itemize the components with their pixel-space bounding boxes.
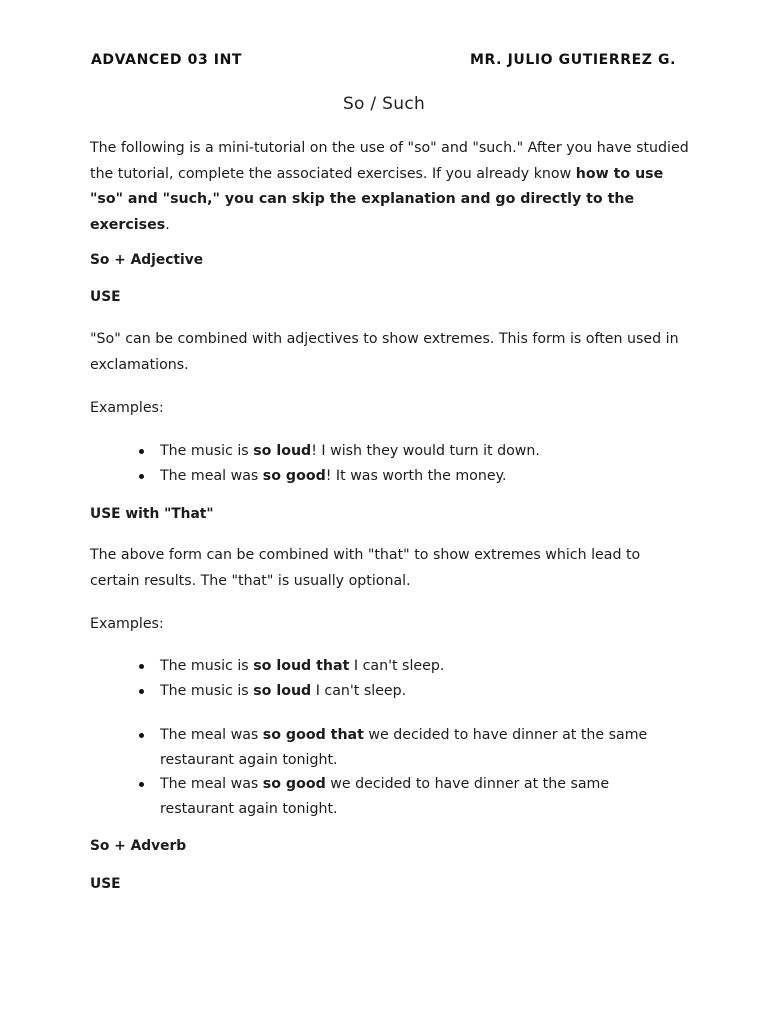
intro-paragraph <box>90 136 690 238</box>
examples-label-1: Examples: <box>90 400 164 416</box>
header-course: ADVANCED 03 INT <box>91 52 243 68</box>
list-item: The music is so loud! I wish they would turn it down. <box>130 439 670 464</box>
list-item: The meal was so good that we decided to have dinner at the same restaurant again tonight. <box>130 723 670 772</box>
heading-use-1: USE <box>90 289 121 305</box>
use-paragraph-2: The above form can be combined with "that" to show extremes which lead to certain results. The "that" is usually optional. <box>90 547 641 589</box>
intro-text: The following is a mini-tutorial on the use of "so" and "such." After you have studied the tutorial, complete the associated exercises. If you already know <box>90 140 689 182</box>
examples-list-2a <box>130 654 670 703</box>
examples-list-2b <box>130 723 670 821</box>
page-title: So / Such <box>342 94 426 114</box>
heading-so-adverb: So + Adverb <box>90 838 187 854</box>
examples-label-2: Examples: <box>90 616 164 632</box>
list-item: The music is so loud that I can't sleep. <box>130 654 670 679</box>
heading-use-3: USE <box>90 876 121 892</box>
list-item: The music is so loud I can't sleep. <box>130 679 670 704</box>
heading-so-adjective: So + Adjective <box>90 252 204 268</box>
use-paragraph-1: "So" can be combined with adjectives to show extremes. This form is often used in exclamations. <box>90 331 679 373</box>
examples-list-1 <box>130 439 670 488</box>
list-item: The meal was so good we decided to have dinner at the same restaurant again tonight. <box>130 772 670 821</box>
intro-end: . <box>165 216 170 233</box>
heading-use-with-that: USE with "That" <box>90 506 214 522</box>
header-teacher: MR. JULIO GUTIERREZ G. <box>470 52 676 68</box>
intro-bold: how to use "so" and "such," you can skip the explanation and go directly to the exercises <box>90 165 664 233</box>
list-item: The meal was so good! It was worth the money. <box>130 464 670 489</box>
